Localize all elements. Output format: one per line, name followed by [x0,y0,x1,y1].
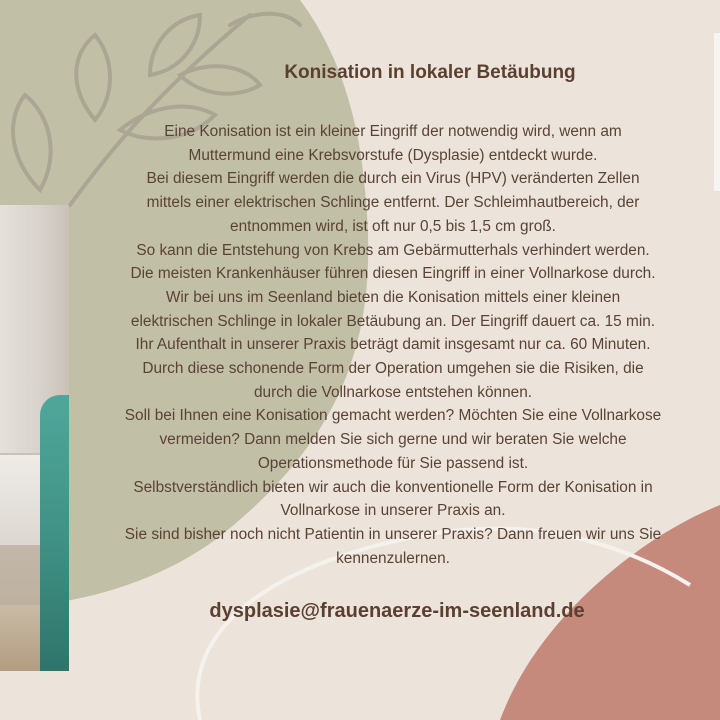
body-line: Wir bei uns im Seenland bieten die Konisation mittels einer kleinen [165,288,621,306]
body-line: elektrischen Schlinge in lokaler Betäubung an. Der Eingriff dauert ca. 15 min. [130,312,656,330]
page-title: Konisation in lokaler Betäubung [284,62,576,83]
body-line: kennenzulernen. [336,549,450,567]
body-line: Vollnarkose in unserer Praxis an. [280,502,506,520]
body-text [72,120,714,570]
body-line: Die meisten Krankenhäuser führen diesen Eingriff in einer Vollnarkose durch. [130,265,656,283]
body-line: Eine Konisation ist ein kleiner Eingriff der notwendig wird, wenn am [164,123,622,140]
contact-email: dysplasie@frauenaerze-im-seenland.de [209,600,585,623]
body-line: vermeiden? Dann melden Sie sich gerne und wir beraten Sie welche [159,431,627,449]
body-line: durch die Vollnarkose entstehen können. [253,383,533,401]
body-line: Bei diesem Eingriff werden die durch ein Virus (HPV) veränderten Zellen [146,170,640,188]
body-line: Sie sind bisher noch nicht Patientin in unserer Praxis? Dann freuen wir uns Sie [124,525,662,543]
body-line: Muttermund eine Krebsvorstufe (Dysplasie) entdeckt wurde. [188,146,598,164]
photo-edge [714,33,720,191]
body-line: Operationsmethode für Sie passend ist. [257,454,529,472]
body-line: entnommen wird, ist oft nur 0,5 bis 1,5 cm groß. [230,217,556,235]
body-line: mittels einer elektrischen Schlinge entfernt. Der Schleimhautbereich, der [146,194,640,212]
body-line: Ihr Aufenthalt in unserer Praxis beträgt damit insgesamt nur ca. 60 Minuten. [135,336,651,354]
body-line: Durch diese schonende Form der Operation umgehen sie die Risiken, die [142,360,644,378]
body-line: Selbstverständlich bieten wir auch die konventionelle Form der Konisation in [133,478,653,496]
body-line: Soll bei Ihnen eine Konisation gemacht werden? Möchten Sie eine Vollnarkose [124,407,662,425]
info-card [72,60,714,623]
body-line: So kann die Entstehung von Krebs am Gebärmutterhals verhindert werden. [136,241,650,259]
clinic-photo [0,205,69,671]
photo-green-scrubs [40,395,69,671]
